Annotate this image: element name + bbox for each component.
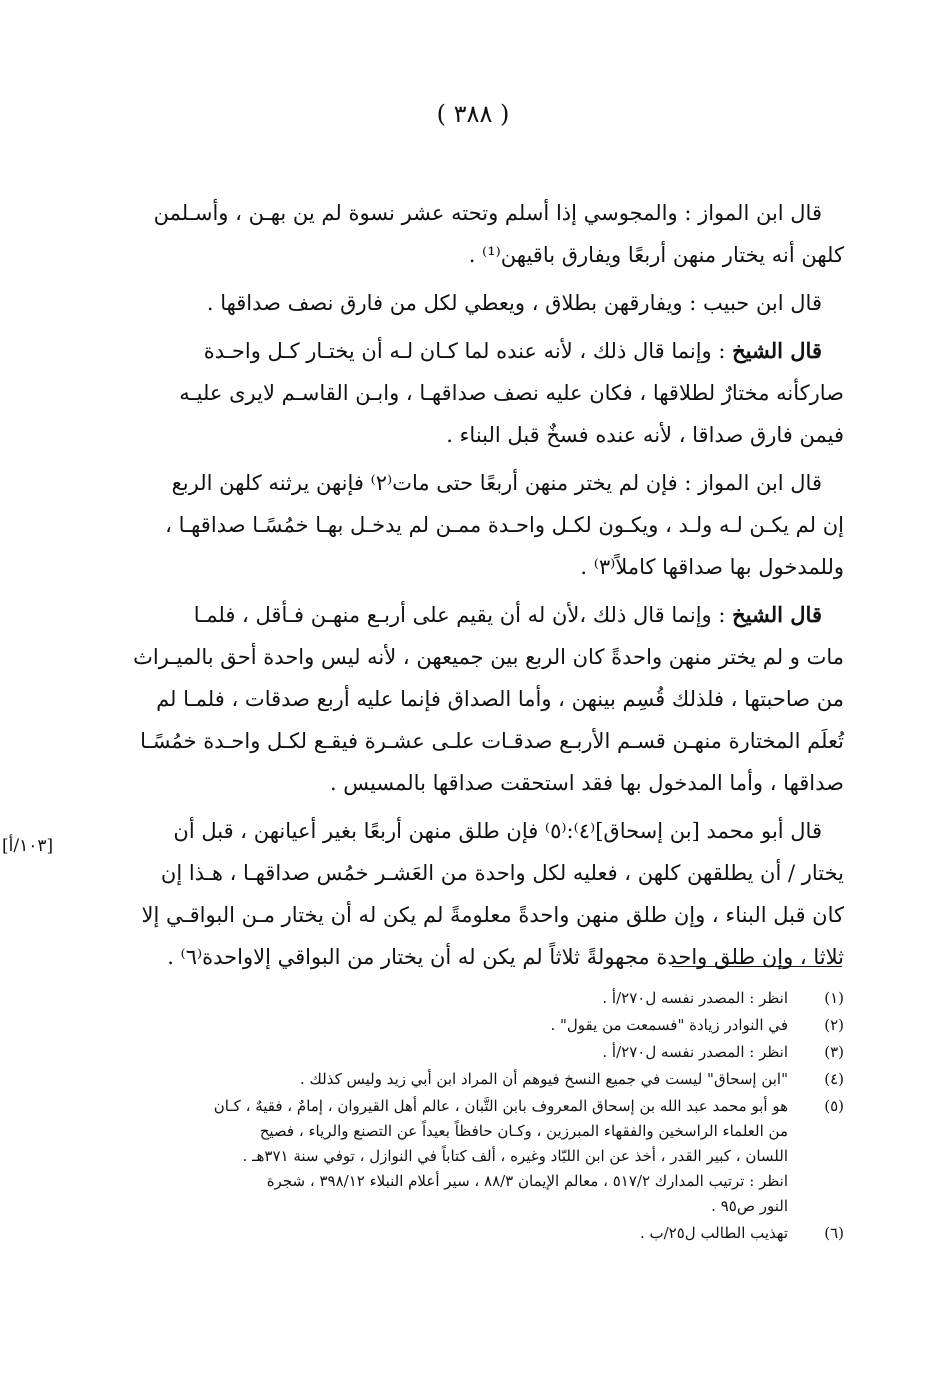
line-text: صاركأنه مختارٌ لطلاقها ، فكان عليه نصف صداقهـا ، وابـن القاسـم لايرى عليـه	[179, 381, 844, 405]
footnote	[90, 1013, 844, 1038]
footnote-number: (٣)	[824, 1043, 844, 1061]
footnote-line: "ابن إسحاق" ليست في جميع النسخ فيوهم أن المراد ابن أبي زيد وليس كذلك .	[299, 1070, 788, 1088]
paragraph	[86, 330, 844, 456]
text-line	[86, 894, 844, 936]
footnote-line: من العلماء الراسخين والفقهاء المبرزين ، وكـان حافظاً بعيداً عن التصنع والرياء ، فصيح	[259, 1122, 788, 1140]
line-text: كلهن أنه يختار منهن أربعًا ويفارق باقيهن⁽¹⁾ .	[468, 243, 844, 267]
line-text: وللمدخول بها صداقها كاملاً⁽٣⁾ .	[580, 555, 844, 579]
text-line	[86, 720, 844, 762]
line-text: يختار / أن يطلقهن كلهن ، فعليه لكل واحدة من العَشـر خمُس صداقهـا ، هـذا إن	[160, 861, 844, 885]
footnote-number: (٢)	[824, 1016, 844, 1034]
text-line	[86, 192, 844, 234]
line-text: كان قبل البناء ، وإن طلق منهن واحدةً معلومةً لم يكن له أن يختار مـن البواقـي إلا	[141, 903, 844, 927]
footnote-text	[90, 986, 788, 1011]
footnote-number: (٤)	[824, 1070, 844, 1088]
paragraph	[86, 594, 844, 804]
paragraph	[86, 810, 844, 978]
speaker-label: قال الشيخ	[732, 338, 822, 363]
footnote-line: انظر : المصدر نفسه ل٢٧٠/أ .	[602, 989, 788, 1007]
text-line	[86, 678, 844, 720]
page-number: ( ٣٨٨ )	[436, 100, 510, 128]
text-line	[86, 462, 844, 504]
footnote	[90, 1221, 844, 1246]
line-text: من صاحبتها ، فلذلك قُسِم بينهن ، وأما الصداق فإنما عليه أربع صدقات ، فلمـا لم	[156, 687, 844, 711]
line-text: قال أبو محمد [بن إسحاق]⁽٤⁾:⁽٥⁾ فإن طلق منهن أربعًا بغير أعيانهن ، قبل أن	[173, 819, 822, 843]
footnote-line: النور ص٩٥ .	[711, 1197, 788, 1215]
text-line	[86, 330, 844, 372]
text-line	[86, 852, 844, 894]
footnote-text	[90, 1221, 788, 1246]
speaker-label: قال الشيخ	[732, 602, 822, 627]
line-text: ثلاثا ، وإن طلق واحدة مجهولةً ثلاثاً لم يكن له أن يختار من البواقي إلاواحدة⁽٦⁾ .	[167, 945, 844, 969]
footnote-text	[90, 1067, 788, 1092]
line-text: قال ابن حبيب : ويفارقهن بطلاق ، ويعطي لكل من فارق نصف صداقها .	[206, 291, 822, 315]
margin-folio-note: [١٠٣/أ]	[2, 836, 54, 856]
line-text: : وإنما قال ذلك ، لأنه عنده لما كـان لـه أن يختـار كـل واحـدة	[203, 339, 733, 363]
line-text: إن لم يكـن لـه ولـد ، ويكـون لكـل واحـدة ممـن لم يدخـل بهـا خمُسًـا صداقهـا ،	[165, 513, 844, 537]
footnote-line: انظر : ترتيب المدارك ٥١٧/٢ ، معالم الإيمان ٨٨/٣ ، سير أعلام النبلاء ٣٩٨/١٢ ، شجرة	[266, 1172, 788, 1190]
footnote-number: (٦)	[824, 1224, 844, 1242]
line-text: تُعلَم المختارة منهـن قسـم الأربـع صدقـات علـى عشـرة فيقـع لكـل واحـدة خمُسًـا	[140, 729, 844, 753]
text-line	[86, 282, 844, 324]
text-line	[86, 372, 844, 414]
line-text: : وإنما قال ذلك ،لأن له أن يقيم على أربـع منهـن فـأقل ، فلمـا	[193, 603, 733, 627]
line-text: مات و لم يختر منهن واحدةً كان الربع بين جميعهن ، لأنه ليس واحدة أحق بالميـراث	[133, 645, 844, 669]
footnote	[90, 986, 844, 1011]
paragraph	[86, 462, 844, 588]
footnote-text	[90, 1013, 788, 1038]
text-line	[86, 234, 844, 276]
footnote-line: اللسان ، كبير القدر ، أخذ عن ابن اللبّاد وغيره ، ألف كتاباً في النوازل ، توفي سنة ٣٧١هـ .	[242, 1147, 788, 1165]
main-text	[86, 192, 844, 984]
footnote-text	[90, 1040, 788, 1065]
line-text: صداقها ، وأما المدخول بها فقد استحقت صداقها بالمسيس .	[329, 771, 844, 795]
line-text: قال ابن المواز : فإن لم يختر منهن أربعًا حتى مات⁽٢⁾ فإنهن يرثنه كلهن الربع	[171, 471, 822, 495]
footnote-line: تهذيب الطالب ل٢٥/ب .	[639, 1224, 788, 1242]
footnote-text	[90, 1094, 788, 1219]
text-line	[86, 936, 844, 978]
text-line	[86, 762, 844, 804]
footnote-line: في النوادر زيادة "فسمعت من يقول" .	[550, 1016, 788, 1034]
footnote-number: (٥)	[824, 1097, 844, 1115]
text-line	[86, 504, 844, 546]
text-line	[86, 546, 844, 588]
text-line	[86, 810, 844, 852]
footnotes-section	[90, 986, 844, 1248]
footnote-number: (١)	[824, 989, 844, 1007]
footnote	[90, 1094, 844, 1219]
footnote-divider	[672, 966, 842, 967]
line-text: قال ابن المواز : والمجوسي إذا أسلم وتحته عشر نسوة لم ين بهـن ، وأسـلمن	[153, 201, 822, 225]
paragraph	[86, 282, 844, 324]
footnote-line: هو أبو محمد عبد الله بن إسحاق المعروف بابن التَّبان ، عالم أهل القيروان ، إمامٌ ، فقيهٌ ، كـان	[213, 1097, 788, 1115]
text-line	[86, 636, 844, 678]
paragraph	[86, 192, 844, 276]
footnote	[90, 1067, 844, 1092]
footnote-line: انظر : المصدر نفسه ل٢٧٠/أ .	[602, 1043, 788, 1061]
text-line	[86, 414, 844, 456]
footnote	[90, 1040, 844, 1065]
line-text: فيمن فارق صداقا ، لأنه عنده فسخٌ قبل البناء .	[446, 423, 844, 447]
text-line	[86, 594, 844, 636]
